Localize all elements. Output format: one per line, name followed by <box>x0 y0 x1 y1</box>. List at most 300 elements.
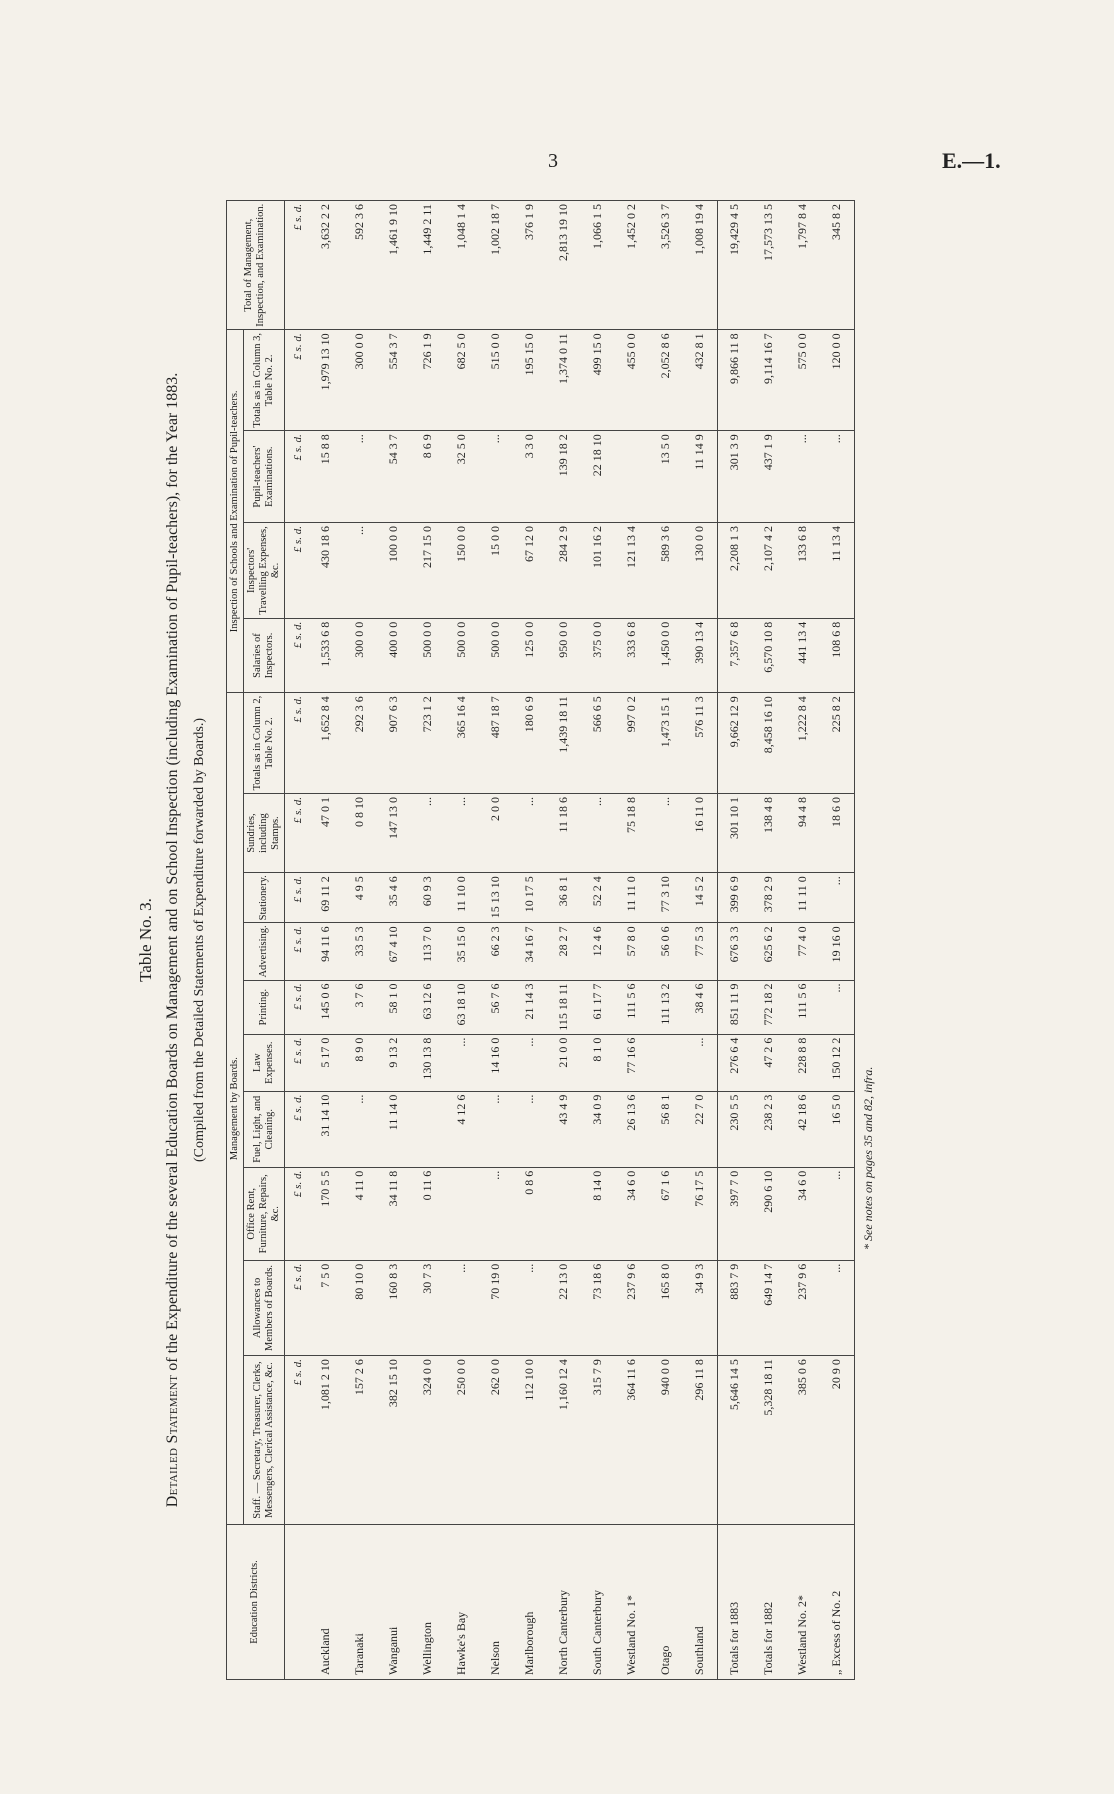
col-header: Printing. <box>243 980 284 1034</box>
district-cell: Totals for 1883 <box>717 1525 752 1680</box>
amount-cell: ... <box>445 793 479 872</box>
amount-cell: 19 16 0 <box>820 923 855 980</box>
table-row <box>343 201 377 1680</box>
amount-cell: 35 4 6 <box>377 873 411 923</box>
amount-cell: 11 11 0 <box>786 873 820 923</box>
amount-cell: 262 0 0 <box>479 1356 513 1525</box>
col-header: Fuel, Light, and Cleaning. <box>243 1091 284 1167</box>
amount-cell: ... <box>411 793 445 872</box>
units-cell: £ s. d. <box>284 793 309 872</box>
amount-cell: 1,533 6 8 <box>309 618 343 692</box>
amount-cell: 649 14 7 <box>752 1260 786 1355</box>
amount-cell: 907 6 3 <box>377 693 411 794</box>
amount-cell: ... <box>649 793 683 872</box>
amount-cell: 676 3 3 <box>717 923 752 980</box>
amount-cell: 8 1 0 <box>581 1034 615 1091</box>
heading-text: of the Expenditure of the several Education Boards on Management and on School Inspection (including Examination of Pupil-teachers), for the Year 1883. <box>164 372 181 1375</box>
amount-cell: 16 11 0 <box>683 793 718 872</box>
amount-cell: 47 2 6 <box>752 1034 786 1091</box>
col-header: Totals as in Column 2, Table No. 2. <box>243 693 284 794</box>
amount-cell: ... <box>343 431 377 523</box>
amount-cell: 138 4 8 <box>752 793 786 872</box>
units-cell: £ s. d. <box>284 1260 309 1355</box>
amount-cell: 60 9 3 <box>411 873 445 923</box>
amount-cell: ... <box>513 1260 547 1355</box>
amount-cell: 1,081 2 10 <box>309 1356 343 1525</box>
table-row <box>717 201 752 1680</box>
amount-cell: 80 10 0 <box>343 1260 377 1355</box>
amount-cell: 195 15 0 <box>513 330 547 431</box>
amount-cell: 7,357 6 8 <box>717 618 752 692</box>
amount-cell: 1,652 8 4 <box>309 693 343 794</box>
amount-cell: 33 5 3 <box>343 923 377 980</box>
amount-cell: ... <box>820 1260 855 1355</box>
amount-cell: 61 17 7 <box>581 980 615 1034</box>
amount-cell: 1,374 0 11 <box>547 330 581 431</box>
table-row <box>377 201 411 1680</box>
document-reference: E.—1. <box>942 148 1001 173</box>
amount-cell: 34 11 8 <box>377 1167 411 1260</box>
table-row <box>445 201 479 1680</box>
amount-cell: 276 6 4 <box>717 1034 752 1091</box>
amount-cell: 77 16 6 <box>615 1034 649 1091</box>
amount-cell: 19,429 4 5 <box>717 201 752 330</box>
amount-cell: 94 4 8 <box>786 793 820 872</box>
amount-cell: 515 0 0 <box>479 330 513 431</box>
amount-cell: 6,570 10 8 <box>752 618 786 692</box>
amount-cell: 301 10 1 <box>717 793 752 872</box>
amount-cell: 58 1 0 <box>377 980 411 1034</box>
amount-cell: 250 0 0 <box>445 1356 479 1525</box>
amount-cell: 34 9 3 <box>683 1260 718 1355</box>
amount-cell: 34 6 0 <box>786 1167 820 1260</box>
amount-cell: 230 5 5 <box>717 1091 752 1167</box>
table-heading <box>162 230 184 1650</box>
amount-cell: 2,107 4 2 <box>752 523 786 619</box>
amount-cell: 34 6 0 <box>615 1167 649 1260</box>
amount-cell: ... <box>820 980 855 1034</box>
amount-cell: 883 7 9 <box>717 1260 752 1355</box>
amount-cell: 76 17 5 <box>683 1167 718 1260</box>
units-cell: £ s. d. <box>284 330 309 431</box>
amount-cell: 382 15 10 <box>377 1356 411 1525</box>
amount-cell: 390 13 4 <box>683 618 718 692</box>
amount-cell: 300 0 0 <box>343 618 377 692</box>
amount-cell: 56 0 6 <box>649 923 683 980</box>
amount-cell: 133 6 8 <box>786 523 820 619</box>
amount-cell: 772 18 2 <box>752 980 786 1034</box>
amount-cell: 1,979 13 10 <box>309 330 343 431</box>
amount-cell: 333 6 8 <box>615 618 649 692</box>
amount-cell: 67 1 6 <box>649 1167 683 1260</box>
amount-cell: 225 8 2 <box>820 693 855 794</box>
table-title: Table No. 3. <box>136 898 155 982</box>
table-row <box>752 201 786 1680</box>
amount-cell: 22 18 10 <box>581 431 615 523</box>
table-row <box>309 201 343 1680</box>
amount-cell: 217 15 0 <box>411 523 445 619</box>
amount-cell: 11 13 4 <box>820 523 855 619</box>
amount-cell: ... <box>445 1034 479 1091</box>
amount-cell <box>445 1167 479 1260</box>
amount-cell: 1,797 8 4 <box>786 201 820 330</box>
amount-cell: 228 8 8 <box>786 1034 820 1091</box>
col-header: Staff. — Secretary, Treasurer, Clerks, Messengers, Clerical Assistance, &c. <box>243 1356 284 1525</box>
footnote: * See notes on pages 35 and 82, infra. <box>860 1066 875 1250</box>
amount-cell: 851 11 9 <box>717 980 752 1034</box>
col-header: Pupil-teachers' Examinations. <box>243 431 284 523</box>
amount-cell: 77 5 3 <box>683 923 718 980</box>
amount-cell: 576 11 3 <box>683 693 718 794</box>
units-cell: £ s. d. <box>284 1167 309 1260</box>
district-cell: Westland No. 1* <box>615 1525 649 1680</box>
amount-cell: 16 5 0 <box>820 1091 855 1167</box>
amount-cell: 1,461 9 10 <box>377 201 411 330</box>
amount-cell: 9,866 11 8 <box>717 330 752 431</box>
amount-cell: 112 10 0 <box>513 1356 547 1525</box>
amount-cell: 237 9 6 <box>786 1260 820 1355</box>
amount-cell: 77 3 10 <box>649 873 683 923</box>
amount-cell: 290 6 10 <box>752 1167 786 1260</box>
amount-cell: 120 0 0 <box>820 330 855 431</box>
district-cell: „ Excess of No. 2 <box>820 1525 855 1680</box>
district-cell: North Canterbury <box>547 1525 581 1680</box>
units-cell: £ s. d. <box>284 873 309 923</box>
amount-cell: 14 16 0 <box>479 1034 513 1091</box>
amount-cell: 575 0 0 <box>786 330 820 431</box>
table-row <box>649 201 683 1680</box>
amount-cell: 441 13 4 <box>786 618 820 692</box>
amount-cell: 726 1 9 <box>411 330 445 431</box>
table-row <box>683 201 718 1680</box>
amount-cell: 500 0 0 <box>411 618 445 692</box>
amount-cell: 12 4 6 <box>581 923 615 980</box>
amount-cell: 130 13 8 <box>411 1034 445 1091</box>
units-cell: £ s. d. <box>284 923 309 980</box>
amount-cell: ... <box>479 1091 513 1167</box>
amount-cell: 36 8 1 <box>547 873 581 923</box>
amount-cell: 67 12 0 <box>513 523 547 619</box>
col-header: Stationery. <box>243 873 284 923</box>
amount-cell: 7 5 0 <box>309 1260 343 1355</box>
group-header-inspection: Inspection of Schools and Examination of Pupil-teachers. <box>226 330 243 693</box>
district-cell: Nelson <box>479 1525 513 1680</box>
amount-cell: 111 13 2 <box>649 980 683 1034</box>
amount-cell: 34 16 7 <box>513 923 547 980</box>
col-header: Advertising. <box>243 923 284 980</box>
amount-cell: 75 18 8 <box>615 793 649 872</box>
amount-cell: 69 11 2 <box>309 873 343 923</box>
amount-cell: 145 0 6 <box>309 980 343 1034</box>
amount-cell: 42 18 6 <box>786 1091 820 1167</box>
amount-cell: ... <box>820 873 855 923</box>
units-cell: £ s. d. <box>284 201 309 330</box>
amount-cell: 1,002 18 7 <box>479 201 513 330</box>
amount-cell: 160 8 3 <box>377 1260 411 1355</box>
amount-cell: ... <box>479 1167 513 1260</box>
col-header-districts: Education Districts. <box>226 1525 284 1680</box>
amount-cell: 376 1 9 <box>513 201 547 330</box>
amount-cell: 20 9 0 <box>820 1356 855 1525</box>
amount-cell: ... <box>786 431 820 523</box>
amount-cell: 52 2 4 <box>581 873 615 923</box>
amount-cell: 365 16 4 <box>445 693 479 794</box>
col-header: Sundries, including Stamps. <box>243 793 284 872</box>
amount-cell: 21 14 3 <box>513 980 547 1034</box>
amount-cell: 11 11 0 <box>615 873 649 923</box>
district-cell: Southland <box>683 1525 718 1680</box>
amount-cell: 21 0 0 <box>547 1034 581 1091</box>
amount-cell <box>649 1034 683 1091</box>
amount-cell: 11 18 6 <box>547 793 581 872</box>
amount-cell: 111 5 6 <box>615 980 649 1034</box>
amount-cell: 113 7 0 <box>411 923 445 980</box>
units-cell: £ s. d. <box>284 1091 309 1167</box>
amount-cell: 147 13 0 <box>377 793 411 872</box>
amount-cell: 500 0 0 <box>445 618 479 692</box>
amount-cell: 2,052 8 6 <box>649 330 683 431</box>
amount-cell: 378 2 9 <box>752 873 786 923</box>
col-header: Totals as in Column 3, Table No. 2. <box>243 330 284 431</box>
amount-cell: 34 0 9 <box>581 1091 615 1167</box>
amount-cell: 54 3 7 <box>377 431 411 523</box>
amount-cell: 15 0 0 <box>479 523 513 619</box>
amount-cell: 1,449 2 11 <box>411 201 445 330</box>
amount-cell: 3,526 3 7 <box>649 201 683 330</box>
amount-cell: 101 16 2 <box>581 523 615 619</box>
amount-cell: 324 0 0 <box>411 1356 445 1525</box>
amount-cell: 157 2 6 <box>343 1356 377 1525</box>
amount-cell: 5,328 18 11 <box>752 1356 786 1525</box>
units-cell: £ s. d. <box>284 693 309 794</box>
amount-cell: 5 17 0 <box>309 1034 343 1091</box>
amount-cell: 1,439 18 11 <box>547 693 581 794</box>
amount-cell <box>411 1091 445 1167</box>
district-cell: Hawke's Bay <box>445 1525 479 1680</box>
col-header: Salaries of Inspectors. <box>243 618 284 692</box>
amount-cell: 5,646 14 5 <box>717 1356 752 1525</box>
amount-cell: 108 6 8 <box>820 618 855 692</box>
amount-cell: 111 5 6 <box>786 980 820 1034</box>
amount-cell: 8 9 0 <box>343 1034 377 1091</box>
amount-cell: 32 5 0 <box>445 431 479 523</box>
amount-cell: 292 3 6 <box>343 693 377 794</box>
amount-cell <box>547 1167 581 1260</box>
amount-cell: 2,208 1 3 <box>717 523 752 619</box>
amount-cell: 397 7 0 <box>717 1167 752 1260</box>
amount-cell: 554 3 7 <box>377 330 411 431</box>
amount-cell: 9 13 2 <box>377 1034 411 1091</box>
amount-cell: 385 0 6 <box>786 1356 820 1525</box>
amount-cell: 9,114 16 7 <box>752 330 786 431</box>
units-cell <box>284 1525 309 1680</box>
col-header-total: Total of Management, Inspection, and Examination. <box>226 201 284 330</box>
amount-cell: ... <box>820 1167 855 1260</box>
amount-cell: ... <box>343 1091 377 1167</box>
amount-cell: 1,473 15 1 <box>649 693 683 794</box>
amount-cell: 315 7 9 <box>581 1356 615 1525</box>
amount-cell: 8 6 9 <box>411 431 445 523</box>
amount-cell: 10 17 5 <box>513 873 547 923</box>
table-row <box>820 201 855 1680</box>
amount-cell: 1,048 1 4 <box>445 201 479 330</box>
amount-cell: ... <box>581 793 615 872</box>
amount-cell: 57 8 0 <box>615 923 649 980</box>
amount-cell: 375 0 0 <box>581 618 615 692</box>
expenditure-table <box>226 200 855 1680</box>
amount-cell: 115 18 11 <box>547 980 581 1034</box>
group-header-management: Management by Boards. <box>226 693 243 1525</box>
amount-cell: 150 12 2 <box>820 1034 855 1091</box>
amount-cell: 56 7 6 <box>479 980 513 1034</box>
amount-cell: 17,573 13 5 <box>752 201 786 330</box>
amount-cell: 28 2 7 <box>547 923 581 980</box>
amount-cell: 455 0 0 <box>615 330 649 431</box>
amount-cell: 15 13 10 <box>479 873 513 923</box>
amount-cell: 14 5 2 <box>683 873 718 923</box>
amount-cell: 4 12 6 <box>445 1091 479 1167</box>
district-cell: Taranaki <box>343 1525 377 1680</box>
units-cell: £ s. d. <box>284 523 309 619</box>
amount-cell: 1,008 19 4 <box>683 201 718 330</box>
table-row <box>615 201 649 1680</box>
amount-cell: ... <box>513 793 547 872</box>
amount-cell: 3,632 2 2 <box>309 201 343 330</box>
amount-cell: 38 4 6 <box>683 980 718 1034</box>
amount-cell: 1,450 0 0 <box>649 618 683 692</box>
district-cell: Wanganui <box>377 1525 411 1680</box>
amount-cell: 0 8 10 <box>343 793 377 872</box>
amount-cell: 130 0 0 <box>683 523 718 619</box>
amount-cell: 67 4 10 <box>377 923 411 980</box>
amount-cell: 1,160 12 4 <box>547 1356 581 1525</box>
amount-cell: 0 8 6 <box>513 1167 547 1260</box>
amount-cell <box>615 431 649 523</box>
amount-cell: 15 8 8 <box>309 431 343 523</box>
amount-cell: ... <box>513 1034 547 1091</box>
amount-cell: 18 6 0 <box>820 793 855 872</box>
units-cell: £ s. d. <box>284 431 309 523</box>
table-body <box>284 201 854 1680</box>
amount-cell: 125 0 0 <box>513 618 547 692</box>
amount-cell: 0 11 6 <box>411 1167 445 1260</box>
amount-cell: 22 7 0 <box>683 1091 718 1167</box>
amount-cell: 9,662 12 9 <box>717 693 752 794</box>
amount-cell: 682 5 0 <box>445 330 479 431</box>
amount-cell: 8,458 16 10 <box>752 693 786 794</box>
amount-cell: 300 0 0 <box>343 330 377 431</box>
amount-cell: 1,452 0 2 <box>615 201 649 330</box>
amount-cell: 77 4 0 <box>786 923 820 980</box>
table-row <box>786 201 820 1680</box>
amount-cell: 13 5 0 <box>649 431 683 523</box>
amount-cell: 4 11 0 <box>343 1167 377 1260</box>
units-cell: £ s. d. <box>284 1356 309 1525</box>
amount-cell: 566 6 5 <box>581 693 615 794</box>
district-cell: Otago <box>649 1525 683 1680</box>
amount-cell: 66 2 3 <box>479 923 513 980</box>
amount-cell: 301 3 9 <box>717 431 752 523</box>
col-header: Law Expenses. <box>243 1034 284 1091</box>
amount-cell: 238 2 3 <box>752 1091 786 1167</box>
table-row <box>547 201 581 1680</box>
district-cell: Westland No. 2* <box>786 1525 820 1680</box>
amount-cell: 399 6 9 <box>717 873 752 923</box>
amount-cell: 1,066 1 5 <box>581 201 615 330</box>
amount-cell: 3 3 0 <box>513 431 547 523</box>
amount-cell: 8 14 0 <box>581 1167 615 1260</box>
amount-cell: 499 15 0 <box>581 330 615 431</box>
units-cell: £ s. d. <box>284 618 309 692</box>
amount-cell: 1,222 8 4 <box>786 693 820 794</box>
amount-cell: 11 14 0 <box>377 1091 411 1167</box>
amount-cell: 63 12 6 <box>411 980 445 1034</box>
units-row <box>284 201 309 1680</box>
page-number: 3 <box>548 150 558 172</box>
amount-cell: ... <box>820 431 855 523</box>
amount-cell: 94 11 6 <box>309 923 343 980</box>
district-cell: South Canterbury <box>581 1525 615 1680</box>
amount-cell: 400 0 0 <box>377 618 411 692</box>
amount-cell: 487 18 7 <box>479 693 513 794</box>
amount-cell: 26 13 6 <box>615 1091 649 1167</box>
amount-cell: 237 9 6 <box>615 1260 649 1355</box>
amount-cell: 70 19 0 <box>479 1260 513 1355</box>
heading-prefix: Detailed Statement <box>164 1374 181 1508</box>
amount-cell: 592 3 6 <box>343 201 377 330</box>
amount-cell: 11 14 9 <box>683 431 718 523</box>
amount-cell: 63 18 10 <box>445 980 479 1034</box>
district-cell: Auckland <box>309 1525 343 1680</box>
amount-cell: 284 2 9 <box>547 523 581 619</box>
amount-cell: ... <box>683 1034 718 1091</box>
amount-cell: 150 0 0 <box>445 523 479 619</box>
amount-cell: 589 3 6 <box>649 523 683 619</box>
district-cell: Wellington <box>411 1525 445 1680</box>
table-row <box>479 201 513 1680</box>
district-cell: Totals for 1882 <box>752 1525 786 1680</box>
column-header-row <box>243 201 284 1680</box>
amount-cell: 165 8 0 <box>649 1260 683 1355</box>
amount-cell: 139 18 2 <box>547 431 581 523</box>
table-subheading: (Compiled from the Detailed Statements of Expenditure forwarded by Boards.) <box>191 718 207 1162</box>
amount-cell: 2,813 19 10 <box>547 201 581 330</box>
amount-cell: 997 0 2 <box>615 693 649 794</box>
amount-cell: ... <box>479 431 513 523</box>
amount-cell: 432 8 1 <box>683 330 718 431</box>
amount-cell: 723 1 2 <box>411 693 445 794</box>
amount-cell: 437 1 9 <box>752 431 786 523</box>
amount-cell: ... <box>445 1260 479 1355</box>
amount-cell: 940 0 0 <box>649 1356 683 1525</box>
amount-cell: 3 7 6 <box>343 980 377 1034</box>
amount-cell: 625 6 2 <box>752 923 786 980</box>
amount-cell: 180 6 9 <box>513 693 547 794</box>
amount-cell: 2 0 0 <box>479 793 513 872</box>
amount-cell: 30 7 3 <box>411 1260 445 1355</box>
amount-cell: 345 8 2 <box>820 201 855 330</box>
table-row <box>513 201 547 1680</box>
amount-cell: 121 13 4 <box>615 523 649 619</box>
amount-cell: 950 0 0 <box>547 618 581 692</box>
amount-cell: 100 0 0 <box>377 523 411 619</box>
units-cell: £ s. d. <box>284 1034 309 1091</box>
amount-cell: 364 11 6 <box>615 1356 649 1525</box>
amount-cell: 56 8 1 <box>649 1091 683 1167</box>
amount-cell: 296 11 8 <box>683 1356 718 1525</box>
district-cell: Marlborough <box>513 1525 547 1680</box>
col-header: Allowances to Members of Boards. <box>243 1260 284 1355</box>
